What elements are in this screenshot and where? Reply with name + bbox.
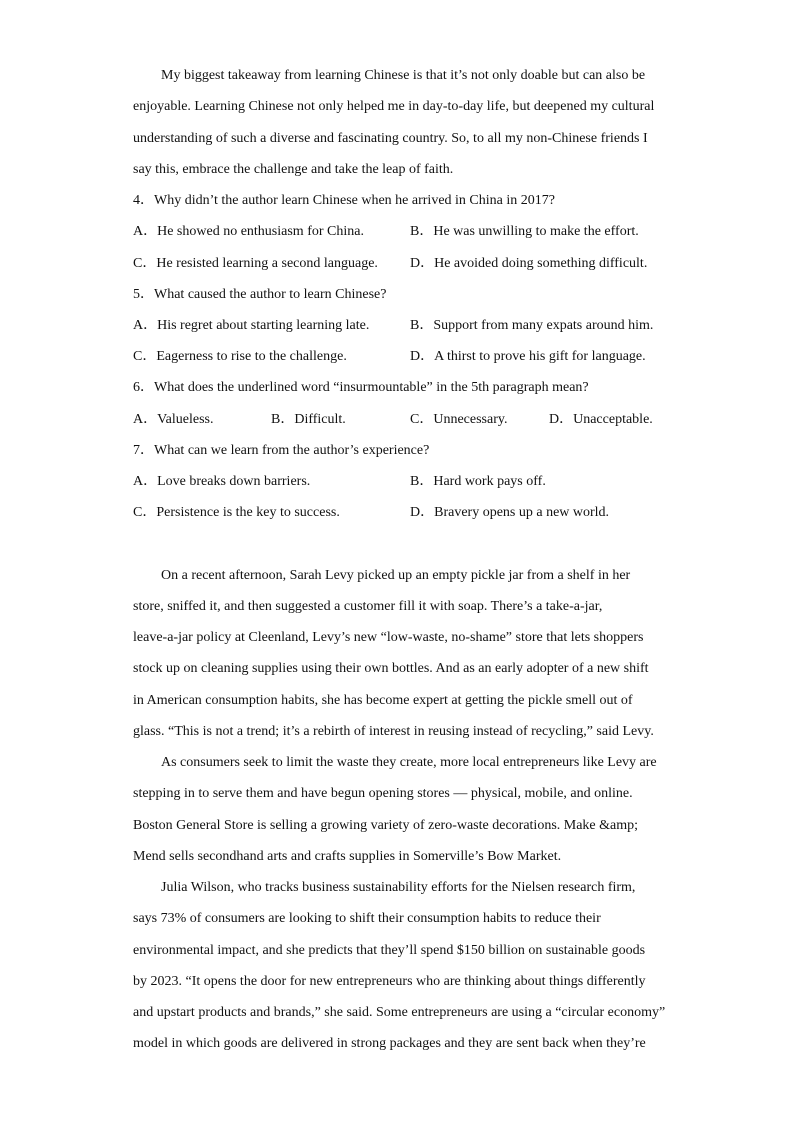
question-7-stem: 7．What can we learn from the author’s experience?: [133, 443, 430, 458]
passage2-line: environmental impact, and she predicts that they’ll spend $150 billion on sustainable goods: [133, 943, 646, 958]
question-4-stem: 4．Why didn’t the author learn Chinese when he arrived in China in 2017?: [133, 193, 555, 208]
passage2-line: says 73% of consumers are looking to shift their consumption habits to reduce their: [133, 911, 601, 926]
passage1-line: My biggest takeaway from learning Chinese is that it’s not only doable but can also be: [161, 68, 646, 83]
passage2-line: store, sniffed it, and then suggested a customer fill it with soap. There’s a take-a-jar,: [133, 599, 603, 614]
question-5-option-a: A．His regret about starting learning late.: [133, 318, 370, 333]
passage2-line: stepping in to serve them and have begun opening stores — physical, mobile, and online.: [133, 786, 633, 801]
passage2-line: stock up on cleaning supplies using their own bottles. And as an early adopter of a new shift: [133, 661, 649, 676]
question-5-option-b: B．Support from many expats around him.: [410, 318, 654, 333]
question-6-option-d: D．Unacceptable.: [549, 412, 653, 427]
passage2-line: in American consumption habits, she has become expert at getting the pickle smell out of: [133, 693, 633, 708]
passage2-line: As consumers seek to limit the waste they create, more local entrepreneurs like Levy are: [161, 755, 657, 770]
passage2-line: and upstart products and brands,” she said. Some entrepreneurs are using a “circular economy”: [133, 1005, 666, 1020]
question-7-option-c: C．Persistence is the key to success.: [133, 505, 340, 520]
question-5-option-c: C．Eagerness to rise to the challenge.: [133, 349, 347, 364]
question-4-option-d: D．He avoided doing something difficult.: [410, 256, 648, 271]
passage2-line: by 2023. “It opens the door for new entrepreneurs who are thinking about things differently: [133, 974, 646, 989]
question-7-option-b: B．Hard work pays off.: [410, 474, 546, 489]
question-4-option-a: A．He showed no enthusiasm for China.: [133, 224, 364, 239]
question-6-option-c: C．Unnecessary.: [410, 412, 508, 427]
question-6-stem: 6．What does the underlined word “insurmountable” in the 5th paragraph mean?: [133, 380, 589, 395]
passage2-line: model in which goods are delivered in strong packages and they are sent back when they’re: [133, 1036, 646, 1051]
question-6-option-b: B．Difficult.: [271, 412, 346, 427]
question-5-stem: 5．What caused the author to learn Chinese?: [133, 287, 387, 302]
question-4-option-c: C．He resisted learning a second language.: [133, 256, 378, 271]
passage1-line: say this, embrace the challenge and take the leap of faith.: [133, 162, 454, 177]
passage2-line: Boston General Store is selling a growing variety of zero-waste decorations. Make &amp;: [133, 818, 639, 833]
question-7-option-a: A．Love breaks down barriers.: [133, 474, 311, 489]
question-7-option-d: D．Bravery opens up a new world.: [410, 505, 610, 520]
passage2-line: leave-a-jar policy at Cleenland, Levy’s new “low-waste, no-shame” store that lets shoppers: [133, 630, 644, 645]
passage2-line: On a recent afternoon, Sarah Levy picked up an empty pickle jar from a shelf in her: [161, 568, 631, 583]
passage1-line: understanding of such a diverse and fascinating country. So, to all my non-Chinese friends I: [133, 131, 648, 146]
passage2-line: glass. “This is not a trend; it’s a rebirth of interest in reusing instead of recycling,” said Levy.: [133, 724, 654, 739]
question-4-option-b: B．He was unwilling to make the effort.: [410, 224, 639, 239]
passage2-line: Mend sells secondhand arts and crafts supplies in Somerville’s Bow Market.: [133, 849, 562, 864]
question-5-option-d: D．A thirst to prove his gift for language.: [410, 349, 646, 364]
question-6-option-a: A．Valueless.: [133, 412, 214, 427]
passage2-line: Julia Wilson, who tracks business sustainability efforts for the Nielsen research firm,: [161, 880, 636, 895]
passage1-line: enjoyable. Learning Chinese not only helped me in day-to-day life, but deepened my cultural: [133, 99, 655, 114]
